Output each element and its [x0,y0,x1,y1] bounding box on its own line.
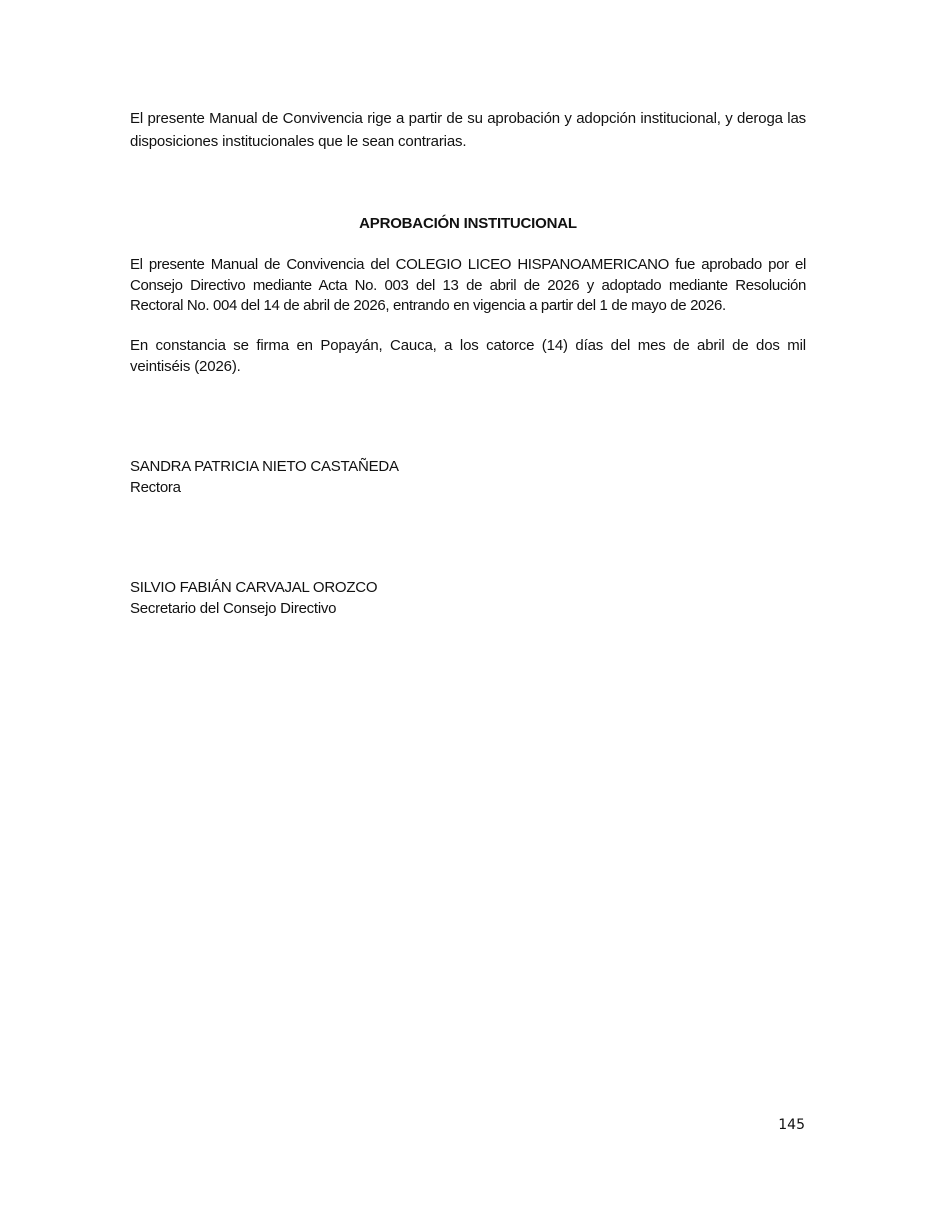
signatory-role: Rectora [130,479,181,496]
signatory-role: Secretario del Consejo Directivo [130,600,337,617]
signatory-name: SANDRA PATRICIA NIETO CASTAÑEDA [130,458,399,475]
signatory-block-rector [130,456,630,498]
signature-paragraph: En constancia se firma en Popayán, Cauca, a los catorce (14) días del mes de abril de dos mil veintiséis (2026). [130,337,806,375]
intro-paragraph: El presente Manual de Convivencia rige a partir de su aprobación y adopción institucional, y deroga las disposiciones institucionales que le sean contrarias. [130,110,806,150]
signatory-name: SILVIO FABIÁN CARVAJAL OROZCO [130,579,378,596]
page-number: 145 [778,1117,805,1133]
approval-paragraph: El presente Manual de Convivencia del COLEGIO LICEO HISPANOAMERICANO fue aprobado por el Consejo Directivo mediante Acta No. 003 del 13 de abril de 2026 y adoptado mediante Resolución Rectoral No. 004 del 14 de abril de 2026, entrando en vigencia a partir del 1 de mayo de 2026. [130,256,806,314]
section-heading: APROBACIÓN INSTITUCIONAL [359,215,577,232]
signatory-block-secretary [130,577,630,619]
